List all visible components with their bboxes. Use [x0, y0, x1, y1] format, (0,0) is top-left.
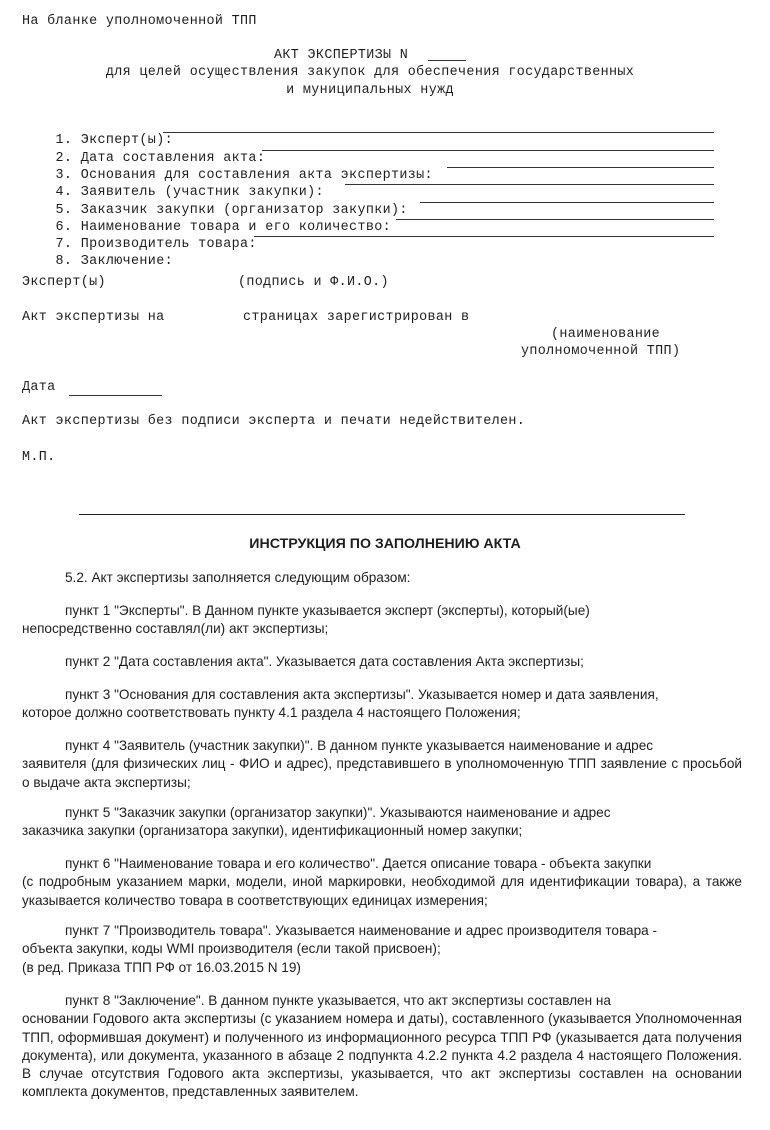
- act-number-field[interactable]: [428, 60, 466, 61]
- instructions-title: ИНСТРУКЦИЯ ПО ЗАПОЛНЕНИЮ АКТА: [249, 536, 521, 552]
- date-label: Дата: [22, 380, 56, 395]
- instruction-item-heading: пункт 5 "Заказчик закупки (организатор закупки)". Указываются наименование и адрес: [65, 805, 611, 820]
- field-label-grounds: Основания для составления акта экспертизы:: [80, 168, 433, 183]
- instruction-item-heading: пункт 6 "Наименование товара и его количество". Дается описание товара - объекта закупки: [65, 856, 652, 871]
- instruction-item-4: [22, 737, 742, 792]
- instructions-intro: 5.2. Акт экспертизы заполняется следующим образом:: [65, 570, 411, 585]
- instruction-item-text: (с подробным указанием марки, модели, иной маркировки, необходимой для идентификации товара), а также указывается количество товара в соответствующих единицах измерения;: [22, 874, 742, 908]
- field-label-applicant: Заявитель (участник закупки):: [80, 185, 324, 200]
- act-subtitle-line1: для целей осуществления закупок для обеспечения государственных: [105, 65, 635, 80]
- signature-hint: (подпись и Ф.И.О.): [238, 275, 389, 290]
- grounds-input-line[interactable]: [447, 167, 714, 168]
- section-divider: [79, 514, 685, 515]
- date-field-line[interactable]: [69, 395, 162, 396]
- instruction-item-text: объекта закупки, коды WMI производителя (если такой присвоен);: [22, 941, 441, 957]
- instruction-item-6: [22, 855, 742, 910]
- validity-note: Акт экспертизы без подписи эксперта и печати недействителен.: [22, 414, 526, 429]
- instruction-item-5: [22, 804, 742, 841]
- field-number: 4.: [55, 185, 73, 200]
- registration-text-part1: Акт экспертизы на: [22, 310, 165, 325]
- stamp-label: М.П.: [22, 450, 56, 465]
- goods-input-line[interactable]: [396, 219, 714, 220]
- field-number: 2.: [55, 151, 73, 166]
- field-label-customer: Заказчик закупки (организатор закупки):: [80, 203, 408, 218]
- instruction-item-text: непосредственно составлял(ли) акт экспертизы;: [22, 621, 329, 637]
- applicant-input-line[interactable]: [345, 184, 714, 185]
- field-label-expert: Эксперт(ы):: [80, 133, 173, 148]
- instruction-item-heading: пункт 1 "Эксперты". В Данном пункте указывается эксперт (эксперты), который(ые): [65, 603, 590, 618]
- act-title: АКТ ЭКСПЕРТИЗЫ N: [274, 48, 409, 63]
- instruction-item-2: [22, 653, 742, 671]
- instruction-item-heading: пункт 3 "Основания для составления акта экспертизы". Указывается номер и дата заявления,: [65, 687, 659, 702]
- field-number: 3.: [55, 168, 73, 183]
- instruction-item-3: [22, 686, 742, 723]
- instruction-item-heading: пункт 8 "Заключение". В данном пункте указывается, что акт экспертизы составлен на: [65, 993, 611, 1008]
- instruction-item-heading: пункт 7 "Производитель товара". Указывается наименование и адрес производителя товара -: [65, 923, 658, 938]
- instruction-item-text: которое должно соответствовать пункту 4.1 раздела 4 настоящего Положения;: [22, 705, 521, 721]
- instruction-item-text: заявителя (для физических лиц - ФИО и адрес), представившего в уполномоченную ТПП заявление с просьбой о выдаче акта экспертизы;: [22, 756, 742, 790]
- letterhead-note: На бланке уполномоченной ТПП: [22, 14, 257, 29]
- manufacturer-input-line[interactable]: [254, 236, 714, 237]
- instruction-item-heading: пункт 2 "Дата составления акта". Указывается дата составления Акта экспертизы;: [65, 654, 584, 669]
- act-subtitle-line2: и муниципальных нужд: [286, 83, 454, 98]
- field-label-date: Дата составления акта:: [80, 151, 266, 166]
- instruction-item-text: основании Годового акта экспертизы (с указанием номера и даты), составленного (указывается Уполномоченная ТПП, оформившая документ) и полученного из информационного ресурса ТПП РФ (указывается дата получения документа), или документа, указанного в абзаце 2 подпункта 4.2.2 пункта 4.2 раздела 4 настоящего Положения. В случае отсутствия Годового акта экспертизы, указывается, что акт экспертизы составлен на основании комплекта документов, представленных заявителем.: [22, 1011, 742, 1100]
- field-number: 7.: [55, 237, 73, 252]
- expert-input-line[interactable]: [163, 132, 714, 133]
- field-label-conclusion: Заключение:: [80, 254, 173, 269]
- instruction-item-7: [22, 922, 742, 977]
- customer-input-line[interactable]: [420, 202, 714, 203]
- instruction-item-8: [22, 992, 742, 1102]
- org-hint-line2: уполномоченной ТПП): [521, 344, 681, 359]
- edition-note: (в ред. Приказа ТПП РФ от 16.03.2015 N 19): [22, 959, 301, 975]
- instruction-item-1: [22, 602, 742, 639]
- registration-text-part2: страницах зарегистрирован в: [243, 310, 470, 325]
- instruction-item-heading: пункт 4 "Заявитель (участник закупки)". В данном пункте указывается наименование и адрес: [65, 738, 654, 753]
- expert-signature-label: Эксперт(ы): [22, 275, 106, 290]
- field-number: 1.: [55, 133, 73, 148]
- date-input-line[interactable]: [262, 150, 714, 151]
- field-number: 8.: [55, 254, 73, 269]
- field-label-manufacturer: Производитель товара:: [80, 237, 257, 252]
- org-hint-line1: (наименование: [551, 327, 661, 342]
- field-number: 6.: [55, 220, 73, 235]
- instruction-item-text: заказчика закупки (организатора закупки), идентификационный номер закупки;: [22, 823, 523, 839]
- field-label-goods: Наименование товара и его количество:: [80, 220, 391, 235]
- field-number: 5.: [55, 203, 73, 218]
